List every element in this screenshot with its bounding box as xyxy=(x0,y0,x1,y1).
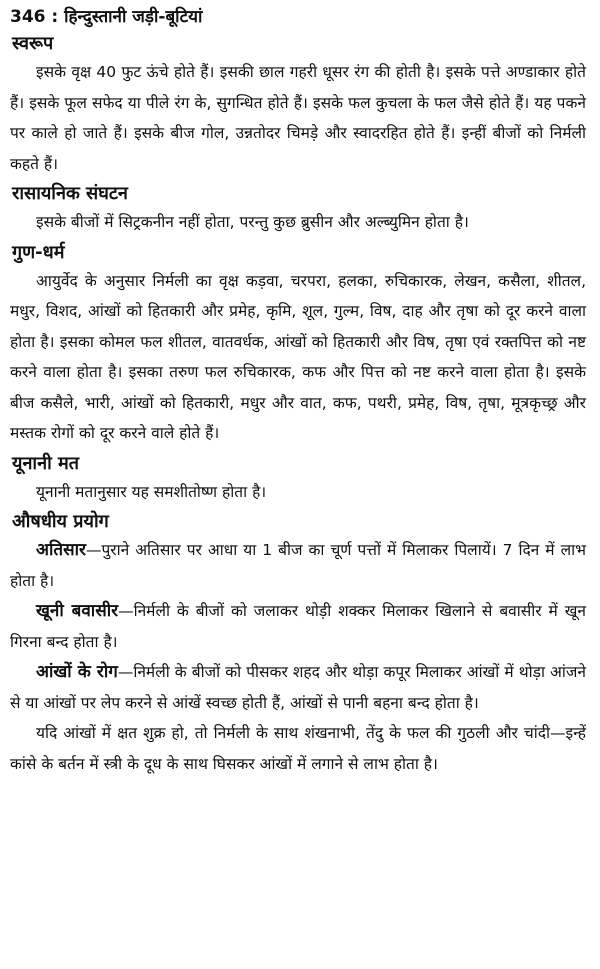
use-text: —निर्मली के बीजों को जलाकर थोड़ी शक्कर मिलाकर खिलाने से बवासीर में खून गिरना बन्द होता है। xyxy=(10,602,586,651)
section-heading-unani: यूनानी मत xyxy=(12,452,80,474)
paragraph-gun-dharm: आयुर्वेद के अनुसार निर्मली का वृक्ष कड़वा, चरपरा, हलका, रुचिकारक, लेखन, कसैला, शीतल, मधुर, विशद, आंखों को हितकारी और प्रमेह, कृमि, शूल, गुल्म, विष, दाह और तृषा को दूर करने वाला होता है। इसका कोमल फल शीतल, वातवर्धक, आंखों को हितकारी और विष, तृषा एवं रक्तपित्त को नष्ट करने वाला होता है। इसका तरुण फल रुचिकारक, कफ और पित्त को नष्ट करने वाला होता है। इसके बीज कसैले, भारी, आंखों को हितकारी, मधुर और वात, कफ, पथरी, प्रमेह, विष, तृषा, मूत्रकृच्छ्र और मस्तक रोगों को दूर करने वाले होते हैं। xyxy=(10,271,586,442)
section-heading-svaroop: स्वरूप xyxy=(12,33,54,54)
use-khooni-bavasir xyxy=(10,596,586,657)
use-term: आंखों के रोग xyxy=(36,662,118,682)
use-kshat-shukra xyxy=(10,718,586,779)
use-text: —पुराने अतिसार पर आधा या 1 बीज का चूर्ण पत्तों में मिलाकर पिलायें। 7 दिन में लाभ होता है। xyxy=(10,541,586,590)
use-aankhon-ke-rog xyxy=(10,657,586,718)
use-atisar xyxy=(10,535,586,596)
section-heading-gun-dharm: गुण-धर्म xyxy=(12,241,65,263)
page-header: 346 : हिन्दुस्तानी जड़ी-बूटियां xyxy=(10,7,203,27)
use-text: यदि आंखों में क्षत शुक्र हो, तो निर्मली के साथ शंखनाभी, तेंदु के फल की गुठली और चांदी—इन्हें कांसे के बर्तन में स्त्री के दूध के साथ घिसकर आंखों में लगाने से लाभ होता है। xyxy=(10,724,586,773)
use-term: अतिसार xyxy=(36,540,86,560)
paragraph-rasayanik: इसके बीजों में सिट्रकनीन नहीं होता, परन्तु कुछ ब्रुसीन और अल्ब्युमिन होता है। xyxy=(36,213,469,231)
paragraph-svaroop: इसके वृक्ष 40 फुट ऊंचे होते हैं। इसकी छाल गहरी धूसर रंग की होती है। इसके पत्ते अण्डाकार होते हैं। इसके फूल सफेद या पीले रंग के, सुगन्धित होते हैं। इसके फल कुचला के फल जैसे होते हैं। यह पकने पर काले हो जाते हैं। इसके बीज गोल, उन्नतोदर चिमड़े और स्वादरहित होते हैं। इन्हीं बीजों को निर्मली कहते हैं। xyxy=(10,63,586,173)
paragraph-unani: यूनानी मतानुसार यह समशीतोष्ण होता है। xyxy=(36,482,267,501)
use-term: खूनी बवासीर xyxy=(36,601,119,621)
section-heading-rasayanik: रासायनिक संघटन xyxy=(12,183,128,204)
section-heading-aushadhiya: औषधीय प्रयोग xyxy=(12,511,109,532)
use-text: —निर्मली के बीजों को पीसकर शहद और थोड़ा कपूर मिलाकर आंखों में थोड़ा आंजने से या आंखों पर लेप करने से आंखें स्वच्छ होती हैं, आंखों से पानी बहना बन्द होता है। xyxy=(10,663,586,712)
